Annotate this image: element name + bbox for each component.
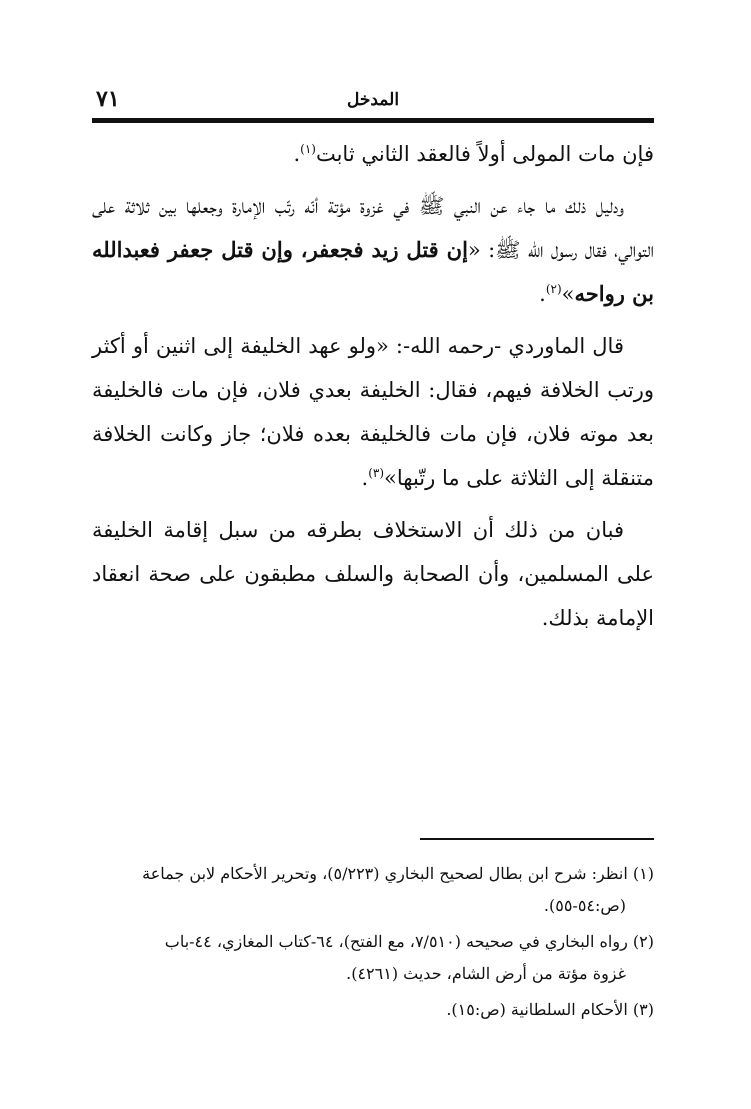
footnote-ref-2: (٢) (545, 282, 562, 296)
footnote-2: (٢) رواه البخاري في صحيحه (٧/٥١٠، مع الفتح)، ٦٤-كتاب المغازي، ٤٤-باب غزوة مؤتة من أرض الشام، حديث (٤٢٦١). (164, 932, 654, 983)
header-divider (92, 118, 654, 123)
hadith-quote: إن قتل زيد فجعفر، وإن قتل جعفر فعبدالله بن رواحه (92, 237, 654, 306)
paragraph-3: قال الماوردي -رحمه الله-: «ولو عهد الخليفة إلى اثنين أو أكثر ورتب الخلافة فيهم، فقال: الخليفة بعدي فلان، فإن مات فالخليفة بعد موته فلان، فإن مات فالخليفة بعده فلان؛ جاز وكانت الخلافة متنقلة إلى الثلاثة على ما رتّبها»$^{(٣)}$. (92, 334, 654, 490)
footnote-ref-1: (١) (300, 142, 316, 156)
footnote-divider (420, 838, 654, 840)
paragraph-2: ودليل ذلك ما جاء عن النبي ﷺ في غزوة مؤتة أنّه رتّب الإمارة وجعلها بين ثلاثة على التوالي، فقال رسول الله ﷺ: «إن قتل زيد فجعفر، وإن قتل جعفر فعبدالله بن رواحه»$^{(٢)}$. (92, 194, 654, 306)
footnote-3: (٣) الأحكام السلطانية (ص:١٥). (446, 1000, 654, 1019)
paragraph-1: فإن مات المولى أولاً فالعقد الثاني ثابت$^{(١)}$. (293, 142, 654, 166)
page-header (92, 86, 654, 116)
paragraph-4: فبان من ذلك أن الاستخلاف بطرقه من سبل إقامة الخليفة على المسلمين، وأن الصحابة والسلف مطبقون على صحة انعقاد الإمامة بذلك. (92, 518, 654, 630)
main-text (92, 132, 654, 648)
footnote-1: (١) انظر: شرح ابن بطال لصحيح البخاري (٥/٢٢٣)، وتحرير الأحكام لابن جماعة (ص:٥٤-٥٥). (142, 864, 654, 915)
chapter-title: المدخل (347, 90, 400, 110)
page-number: ٧١ (96, 86, 120, 112)
footnote-ref-3: (٣) (368, 466, 385, 480)
footnotes (92, 858, 654, 1030)
